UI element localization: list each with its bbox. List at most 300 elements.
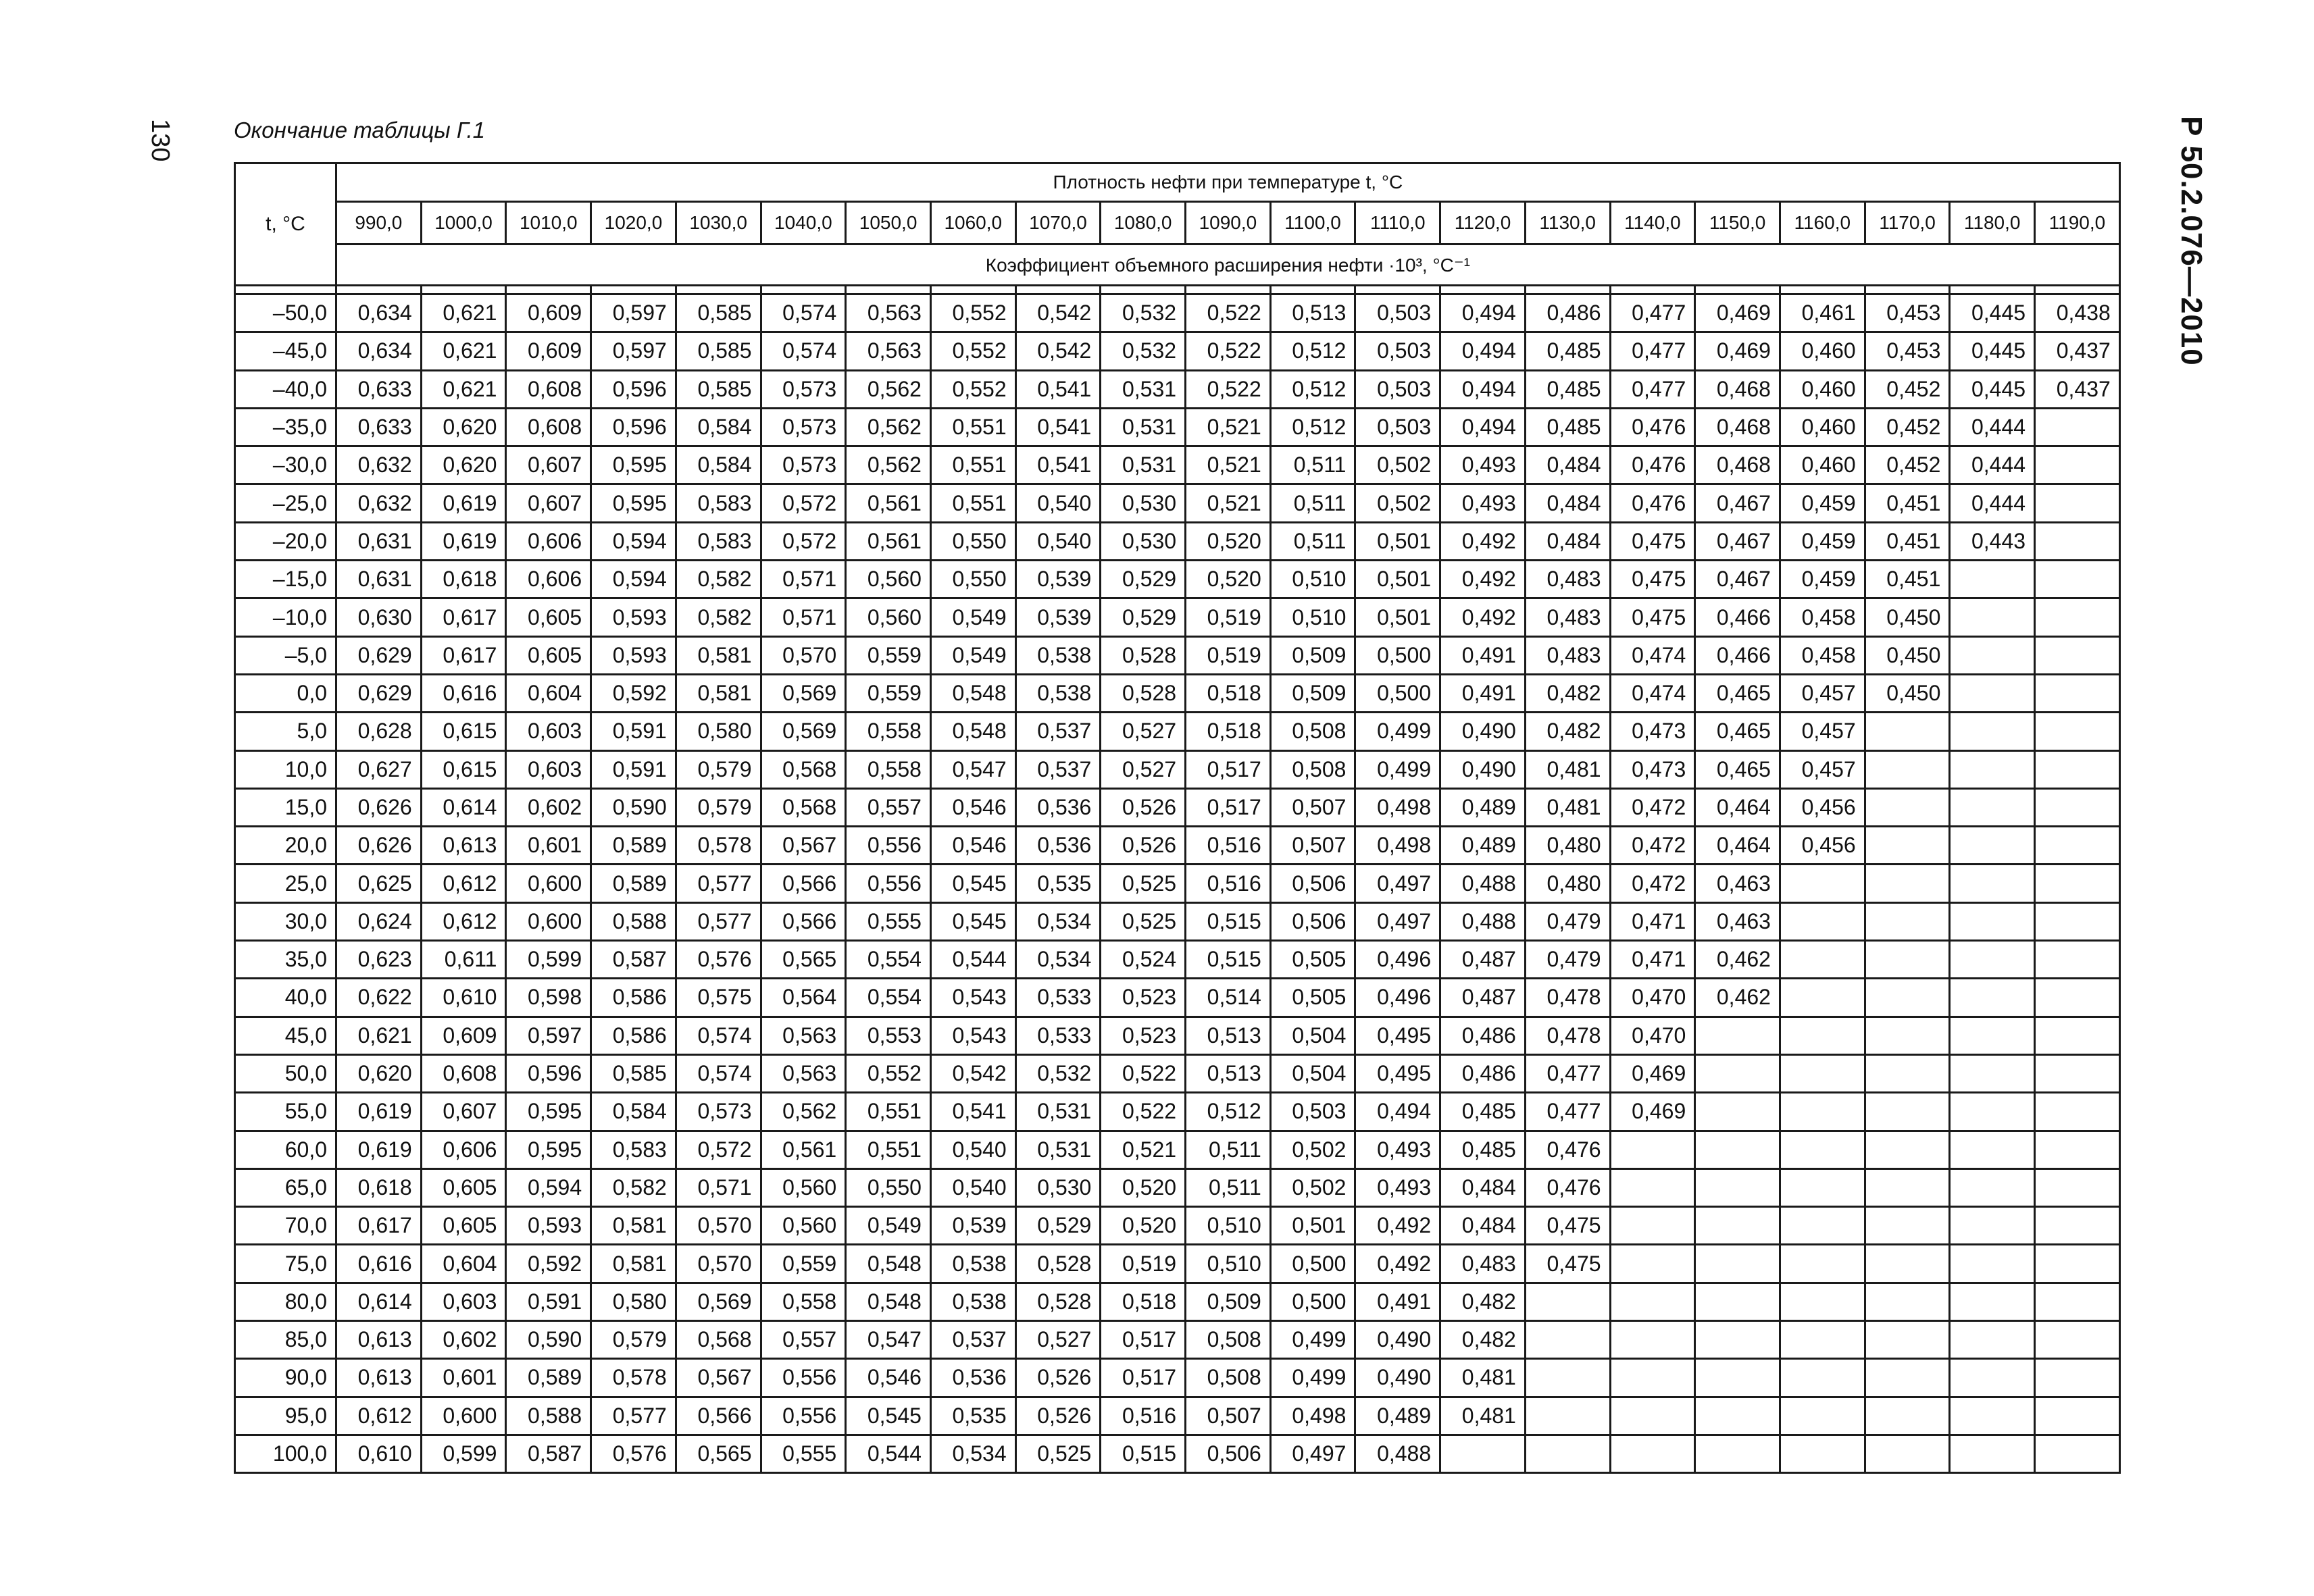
coefficient-cell: 0,517 bbox=[1186, 788, 1271, 826]
coefficient-cell: 0,600 bbox=[506, 902, 591, 940]
table-row bbox=[235, 941, 2120, 979]
table-row bbox=[235, 332, 2120, 370]
coefficient-cell: 0,534 bbox=[1015, 902, 1101, 940]
coefficient-cell: 0,495 bbox=[1355, 1054, 1440, 1092]
coefficient-cell: 0,443 bbox=[1950, 522, 2035, 560]
coefficient-cell: 0,528 bbox=[1101, 636, 1186, 674]
coefficient-cell: 0,593 bbox=[506, 1207, 591, 1245]
coefficient-cell bbox=[2035, 1435, 2120, 1472]
coefficient-cell: 0,520 bbox=[1186, 561, 1271, 598]
coefficient-cell bbox=[2035, 941, 2120, 979]
coefficient-cell: 0,627 bbox=[336, 750, 422, 788]
temperature-cell: 90,0 bbox=[235, 1359, 336, 1397]
coefficient-cell: 0,476 bbox=[1610, 408, 1695, 446]
coefficient-cell: 0,512 bbox=[1270, 332, 1355, 370]
coefficient-cell: 0,517 bbox=[1101, 1359, 1186, 1397]
coefficient-cell: 0,552 bbox=[846, 1054, 931, 1092]
coefficient-cell: 0,461 bbox=[1780, 294, 1865, 332]
coefficient-cell: 0,619 bbox=[421, 522, 506, 560]
coefficient-cell: 0,438 bbox=[2035, 294, 2120, 332]
coefficient-cell: 0,506 bbox=[1270, 902, 1355, 940]
coefficient-cell: 0,573 bbox=[761, 446, 846, 484]
coefficient-cell: 0,550 bbox=[930, 522, 1015, 560]
coefficient-cell: 0,491 bbox=[1355, 1283, 1440, 1320]
coefficient-cell: 0,530 bbox=[1101, 522, 1186, 560]
coefficient-cell: 0,574 bbox=[676, 1054, 761, 1092]
coefficient-cell: 0,465 bbox=[1695, 750, 1780, 788]
coefficient-cell: 0,523 bbox=[1101, 1016, 1186, 1054]
coefficient-cell: 0,606 bbox=[506, 522, 591, 560]
coefficient-cell: 0,595 bbox=[591, 446, 676, 484]
coefficient-cell: 0,509 bbox=[1186, 1283, 1271, 1320]
gap-cell bbox=[1101, 286, 1186, 294]
coefficient-cell: 0,512 bbox=[1270, 370, 1355, 408]
coefficient-cell: 0,594 bbox=[506, 1168, 591, 1206]
temperature-cell: 50,0 bbox=[235, 1054, 336, 1092]
temperature-cell: 65,0 bbox=[235, 1168, 336, 1206]
coefficient-cell: 0,504 bbox=[1270, 1054, 1355, 1092]
coefficient-cell: 0,437 bbox=[2035, 370, 2120, 408]
coefficient-cell: 0,565 bbox=[676, 1435, 761, 1472]
coefficient-cell: 0,601 bbox=[506, 827, 591, 865]
coefficient-cell: 0,497 bbox=[1355, 865, 1440, 902]
coefficient-cell: 0,573 bbox=[676, 1093, 761, 1131]
coefficient-cell: 0,599 bbox=[421, 1435, 506, 1472]
coefficient-cell bbox=[1950, 1397, 2035, 1435]
coefficient-cell bbox=[2035, 598, 2120, 636]
coefficient-cell: 0,505 bbox=[1270, 979, 1355, 1016]
coefficient-cell: 0,459 bbox=[1780, 561, 1865, 598]
coefficient-cell: 0,522 bbox=[1186, 370, 1271, 408]
table-row bbox=[235, 674, 2120, 712]
coefficient-cell: 0,526 bbox=[1101, 788, 1186, 826]
coefficient-cell: 0,534 bbox=[1015, 941, 1101, 979]
coefficient-cell: 0,624 bbox=[336, 902, 422, 940]
coefficient-cell: 0,568 bbox=[761, 750, 846, 788]
temperature-cell: 70,0 bbox=[235, 1207, 336, 1245]
coefficient-cell: 0,509 bbox=[1270, 674, 1355, 712]
coefficient-cell: 0,563 bbox=[761, 1016, 846, 1054]
coefficient-cell: 0,540 bbox=[930, 1168, 1015, 1206]
coefficient-cell: 0,496 bbox=[1355, 979, 1440, 1016]
coefficient-cell: 0,620 bbox=[421, 408, 506, 446]
gap-cell bbox=[1355, 286, 1440, 294]
coefficient-cell: 0,481 bbox=[1440, 1359, 1526, 1397]
coefficient-cell: 0,464 bbox=[1695, 827, 1780, 865]
coefficient-cell: 0,437 bbox=[2035, 332, 2120, 370]
coefficient-cell: 0,603 bbox=[506, 713, 591, 750]
coefficient-cell bbox=[1780, 1283, 1865, 1320]
coefficient-cell: 0,485 bbox=[1525, 408, 1610, 446]
coefficient-cell: 0,500 bbox=[1270, 1245, 1355, 1283]
coefficient-cell: 0,445 bbox=[1950, 370, 2035, 408]
gap-cell bbox=[1950, 286, 2035, 294]
coefficient-cell bbox=[1780, 941, 1865, 979]
density-column-header: 1140,0 bbox=[1610, 202, 1695, 244]
coefficient-cell: 0,626 bbox=[336, 827, 422, 865]
gap-cell bbox=[2035, 286, 2120, 294]
coefficient-cell bbox=[1865, 979, 1950, 1016]
density-column-header: 1050,0 bbox=[846, 202, 931, 244]
coefficient-cell: 0,602 bbox=[506, 788, 591, 826]
coefficient-cell: 0,468 bbox=[1695, 408, 1780, 446]
coefficient-cell bbox=[1950, 713, 2035, 750]
coefficient-cell: 0,558 bbox=[846, 750, 931, 788]
coefficient-cell: 0,626 bbox=[336, 788, 422, 826]
gap-cell bbox=[1270, 286, 1355, 294]
coefficient-cell bbox=[1865, 788, 1950, 826]
coefficient-cell: 0,519 bbox=[1186, 598, 1271, 636]
coefficient-cell: 0,605 bbox=[506, 598, 591, 636]
coefficient-cell: 0,483 bbox=[1525, 636, 1610, 674]
coefficient-cell bbox=[1865, 750, 1950, 788]
coefficient-cell: 0,548 bbox=[846, 1283, 931, 1320]
coefficient-cell bbox=[2035, 408, 2120, 446]
coefficient-cell bbox=[1865, 941, 1950, 979]
coefficient-cell: 0,463 bbox=[1695, 902, 1780, 940]
coefficient-cell: 0,502 bbox=[1270, 1131, 1355, 1168]
coefficient-cell bbox=[1695, 1054, 1780, 1092]
coefficient-cell: 0,592 bbox=[506, 1245, 591, 1283]
temperature-cell: –5,0 bbox=[235, 636, 336, 674]
coefficient-cell: 0,475 bbox=[1525, 1245, 1610, 1283]
coefficient-cell: 0,477 bbox=[1610, 332, 1695, 370]
table-row bbox=[235, 1016, 2120, 1054]
coefficient-cell: 0,513 bbox=[1270, 294, 1355, 332]
coefficient-cell: 0,522 bbox=[1101, 1054, 1186, 1092]
coefficient-cell: 0,500 bbox=[1355, 636, 1440, 674]
coefficient-cell: 0,531 bbox=[1015, 1093, 1101, 1131]
coefficient-cell: 0,554 bbox=[846, 979, 931, 1016]
table-row bbox=[235, 294, 2120, 332]
coefficient-cell: 0,588 bbox=[506, 1397, 591, 1435]
temperature-cell: 35,0 bbox=[235, 941, 336, 979]
page-number: 130 bbox=[146, 119, 174, 162]
table-row bbox=[235, 1435, 2120, 1472]
coefficient-cell bbox=[1950, 1359, 2035, 1397]
coefficient-cell bbox=[1695, 1397, 1780, 1435]
coefficient-cell: 0,604 bbox=[421, 1245, 506, 1283]
coefficient-cell: 0,499 bbox=[1355, 750, 1440, 788]
coefficient-cell: 0,600 bbox=[506, 865, 591, 902]
coefficient-cell: 0,474 bbox=[1610, 636, 1695, 674]
gap-cell bbox=[930, 286, 1015, 294]
coefficient-cell bbox=[2035, 1131, 2120, 1168]
coefficient-cell: 0,595 bbox=[506, 1093, 591, 1131]
coefficient-cell bbox=[1610, 1435, 1695, 1472]
coefficient-cell bbox=[1865, 1245, 1950, 1283]
table-row bbox=[235, 1207, 2120, 1245]
coefficient-cell: 0,623 bbox=[336, 941, 422, 979]
coefficient-cell: 0,571 bbox=[761, 561, 846, 598]
coefficient-cell bbox=[1525, 1283, 1610, 1320]
coefficient-cell: 0,556 bbox=[761, 1397, 846, 1435]
coefficient-cell: 0,535 bbox=[1015, 865, 1101, 902]
coefficient-cell bbox=[1950, 1131, 2035, 1168]
coefficient-cell: 0,585 bbox=[676, 370, 761, 408]
coefficient-cell: 0,582 bbox=[591, 1168, 676, 1206]
coefficient-cell: 0,538 bbox=[1015, 674, 1101, 712]
coefficient-cell: 0,534 bbox=[930, 1435, 1015, 1472]
coefficient-cell: 0,483 bbox=[1525, 598, 1610, 636]
coefficient-cell bbox=[2035, 902, 2120, 940]
temperature-cell: 60,0 bbox=[235, 1131, 336, 1168]
coefficient-cell: 0,526 bbox=[1015, 1397, 1101, 1435]
coefficient-cell: 0,463 bbox=[1695, 865, 1780, 902]
coefficient-cell bbox=[1610, 1245, 1695, 1283]
coefficient-cell: 0,556 bbox=[846, 827, 931, 865]
coefficient-cell: 0,558 bbox=[846, 713, 931, 750]
coefficient-cell: 0,562 bbox=[846, 446, 931, 484]
coefficient-cell: 0,452 bbox=[1865, 370, 1950, 408]
coefficient-cell: 0,567 bbox=[761, 827, 846, 865]
coefficient-cell: 0,560 bbox=[846, 561, 931, 598]
coefficient-cell: 0,540 bbox=[930, 1131, 1015, 1168]
coefficient-cell: 0,450 bbox=[1865, 636, 1950, 674]
coefficient-cell: 0,619 bbox=[336, 1093, 422, 1131]
coefficient-cell bbox=[2035, 1321, 2120, 1359]
coefficient-cell: 0,484 bbox=[1525, 446, 1610, 484]
coefficient-cell: 0,486 bbox=[1525, 294, 1610, 332]
coefficient-cell bbox=[1950, 636, 2035, 674]
coefficient-cell: 0,551 bbox=[930, 408, 1015, 446]
coefficient-cell: 0,510 bbox=[1186, 1245, 1271, 1283]
coefficient-cell: 0,493 bbox=[1355, 1131, 1440, 1168]
coefficient-cell bbox=[1695, 1283, 1780, 1320]
coefficient-cell: 0,631 bbox=[336, 561, 422, 598]
coefficient-cell: 0,462 bbox=[1695, 941, 1780, 979]
coefficient-cell: 0,573 bbox=[761, 408, 846, 446]
coefficient-cell: 0,589 bbox=[591, 827, 676, 865]
coefficient-cell: 0,607 bbox=[421, 1093, 506, 1131]
density-column-header: 990,0 bbox=[336, 202, 422, 244]
coefficient-cell: 0,522 bbox=[1101, 1093, 1186, 1131]
coefficient-cell bbox=[1780, 902, 1865, 940]
coefficient-cell: 0,528 bbox=[1101, 674, 1186, 712]
coefficient-cell: 0,512 bbox=[1186, 1093, 1271, 1131]
coefficient-cell: 0,570 bbox=[761, 636, 846, 674]
coefficient-cell: 0,579 bbox=[676, 750, 761, 788]
coefficient-cell: 0,490 bbox=[1355, 1359, 1440, 1397]
coefficient-cell: 0,537 bbox=[1015, 750, 1101, 788]
coefficient-cell: 0,628 bbox=[336, 713, 422, 750]
coefficient-cell: 0,492 bbox=[1355, 1207, 1440, 1245]
coefficient-cell bbox=[1950, 1321, 2035, 1359]
density-column-header: 1150,0 bbox=[1695, 202, 1780, 244]
coefficient-cell bbox=[1865, 1131, 1950, 1168]
coefficient-cell: 0,498 bbox=[1355, 788, 1440, 826]
coefficient-cell: 0,472 bbox=[1610, 788, 1695, 826]
coefficient-cell: 0,478 bbox=[1525, 1016, 1610, 1054]
coefficient-cell: 0,606 bbox=[421, 1131, 506, 1168]
temperature-cell: 75,0 bbox=[235, 1245, 336, 1283]
coefficient-cell: 0,491 bbox=[1440, 636, 1526, 674]
temperature-cell: –10,0 bbox=[235, 598, 336, 636]
coefficient-cell bbox=[2035, 827, 2120, 865]
coefficient-cell: 0,501 bbox=[1270, 1207, 1355, 1245]
coefficient-cell: 0,590 bbox=[591, 788, 676, 826]
coefficient-cell: 0,495 bbox=[1355, 1016, 1440, 1054]
coefficient-cell bbox=[1780, 979, 1865, 1016]
coefficient-cell: 0,529 bbox=[1101, 598, 1186, 636]
temperature-cell: 0,0 bbox=[235, 674, 336, 712]
coefficient-cell: 0,548 bbox=[930, 713, 1015, 750]
coefficient-cell: 0,559 bbox=[761, 1245, 846, 1283]
coefficient-cell: 0,572 bbox=[761, 484, 846, 522]
coefficient-cell bbox=[1865, 1435, 1950, 1472]
coefficient-cell bbox=[2035, 1016, 2120, 1054]
coefficient-cell: 0,587 bbox=[591, 941, 676, 979]
coefficient-cell: 0,594 bbox=[591, 522, 676, 560]
coefficient-cell: 0,580 bbox=[676, 713, 761, 750]
coefficient-cell: 0,507 bbox=[1270, 827, 1355, 865]
standard-code: Р 50.2.076—2010 bbox=[2175, 116, 2208, 366]
coefficient-cell: 0,531 bbox=[1101, 370, 1186, 408]
coefficient-cell bbox=[2035, 750, 2120, 788]
gap-cell bbox=[235, 286, 336, 294]
coefficient-cell: 0,549 bbox=[930, 636, 1015, 674]
coefficient-cell: 0,581 bbox=[676, 636, 761, 674]
table-row bbox=[235, 522, 2120, 560]
coefficient-cell: 0,541 bbox=[1015, 446, 1101, 484]
coefficient-cell bbox=[1695, 1093, 1780, 1131]
coefficient-cell: 0,557 bbox=[846, 788, 931, 826]
coefficient-cell: 0,586 bbox=[591, 1016, 676, 1054]
coefficient-cell: 0,444 bbox=[1950, 446, 2035, 484]
coefficient-cell: 0,484 bbox=[1525, 484, 1610, 522]
density-column-header: 1010,0 bbox=[506, 202, 591, 244]
coefficient-cell: 0,551 bbox=[846, 1093, 931, 1131]
coefficient-cell bbox=[2035, 979, 2120, 1016]
coefficient-cell: 0,476 bbox=[1525, 1168, 1610, 1206]
coefficient-cell bbox=[1865, 902, 1950, 940]
table-row bbox=[235, 446, 2120, 484]
coefficient-cell bbox=[2035, 1245, 2120, 1283]
coefficient-cell: 0,503 bbox=[1270, 1093, 1355, 1131]
coefficient-cell bbox=[2035, 674, 2120, 712]
coefficient-cell bbox=[1695, 1131, 1780, 1168]
coefficient-cell bbox=[1950, 979, 2035, 1016]
gap-cell bbox=[1610, 286, 1695, 294]
coefficient-cell: 0,565 bbox=[761, 941, 846, 979]
coefficient-cell: 0,541 bbox=[1015, 408, 1101, 446]
coefficient-cell: 0,464 bbox=[1695, 788, 1780, 826]
temperature-cell: –35,0 bbox=[235, 408, 336, 446]
coefficient-cell: 0,543 bbox=[930, 979, 1015, 1016]
coefficient-cell: 0,618 bbox=[336, 1168, 422, 1206]
coefficient-cell bbox=[1950, 865, 2035, 902]
coefficient-cell bbox=[1780, 865, 1865, 902]
coefficient-cell bbox=[1865, 1093, 1950, 1131]
coefficient-cell: 0,569 bbox=[761, 713, 846, 750]
coefficient-cell: 0,536 bbox=[1015, 827, 1101, 865]
coefficient-cell: 0,532 bbox=[1015, 1054, 1101, 1092]
gap-cell bbox=[1780, 286, 1865, 294]
coefficient-cell: 0,483 bbox=[1525, 561, 1610, 598]
coefficient-cell: 0,567 bbox=[676, 1359, 761, 1397]
coefficient-cell: 0,609 bbox=[421, 1016, 506, 1054]
coefficient-cell: 0,606 bbox=[506, 561, 591, 598]
coefficient-cell: 0,569 bbox=[761, 674, 846, 712]
coefficient-cell: 0,574 bbox=[676, 1016, 761, 1054]
coefficient-cell: 0,492 bbox=[1440, 522, 1526, 560]
coefficient-cell bbox=[1780, 1321, 1865, 1359]
coefficient-cell: 0,477 bbox=[1610, 370, 1695, 408]
table-row bbox=[235, 1093, 2120, 1131]
temperature-cell: 40,0 bbox=[235, 979, 336, 1016]
coefficient-cell: 0,490 bbox=[1440, 750, 1526, 788]
coefficient-cell bbox=[1780, 1397, 1865, 1435]
table-row bbox=[235, 1283, 2120, 1320]
coefficient-cell: 0,466 bbox=[1695, 598, 1780, 636]
temperature-cell: –50,0 bbox=[235, 294, 336, 332]
coefficient-cell: 0,632 bbox=[336, 446, 422, 484]
coefficient-cell: 0,617 bbox=[421, 636, 506, 674]
coefficient-cell: 0,591 bbox=[591, 750, 676, 788]
coefficient-cell: 0,492 bbox=[1440, 598, 1526, 636]
coefficient-cell: 0,490 bbox=[1440, 713, 1526, 750]
coefficient-cell: 0,562 bbox=[846, 408, 931, 446]
coefficient-cell: 0,573 bbox=[761, 370, 846, 408]
coefficient-cell: 0,488 bbox=[1440, 902, 1526, 940]
coefficient-cell: 0,591 bbox=[591, 713, 676, 750]
coefficient-cell: 0,508 bbox=[1270, 750, 1355, 788]
coefficient-cell: 0,450 bbox=[1865, 674, 1950, 712]
coefficient-cell bbox=[1865, 1283, 1950, 1320]
coefficient-cell bbox=[2035, 636, 2120, 674]
coefficient-cell: 0,577 bbox=[591, 1397, 676, 1435]
coefficient-cell: 0,566 bbox=[761, 865, 846, 902]
table-row bbox=[235, 1321, 2120, 1359]
coefficient-cell: 0,487 bbox=[1440, 979, 1526, 1016]
coefficient-cell: 0,547 bbox=[846, 1321, 931, 1359]
coefficient-cell: 0,515 bbox=[1101, 1435, 1186, 1472]
coefficient-cell: 0,575 bbox=[676, 979, 761, 1016]
gap-cell bbox=[1015, 286, 1101, 294]
coefficient-cell: 0,484 bbox=[1440, 1168, 1526, 1206]
coefficient-cell: 0,561 bbox=[761, 1131, 846, 1168]
coefficient-cell: 0,570 bbox=[676, 1245, 761, 1283]
coefficient-cell: 0,445 bbox=[1950, 294, 2035, 332]
coefficient-cell: 0,633 bbox=[336, 370, 422, 408]
table-caption: Окончание таблицы Г.1 bbox=[234, 118, 485, 143]
coefficient-cell: 0,579 bbox=[591, 1321, 676, 1359]
coefficient-cell: 0,498 bbox=[1355, 827, 1440, 865]
coefficient-cell: 0,563 bbox=[846, 332, 931, 370]
coefficient-cell: 0,480 bbox=[1525, 865, 1610, 902]
coefficient-cell: 0,535 bbox=[930, 1397, 1015, 1435]
coefficient-cell: 0,520 bbox=[1101, 1207, 1186, 1245]
coefficient-cell: 0,581 bbox=[591, 1207, 676, 1245]
coefficient-cell: 0,456 bbox=[1780, 788, 1865, 826]
coefficient-cell: 0,502 bbox=[1355, 484, 1440, 522]
coefficient-cell: 0,582 bbox=[676, 561, 761, 598]
coefficient-cell: 0,551 bbox=[846, 1131, 931, 1168]
coefficient-cell: 0,457 bbox=[1780, 750, 1865, 788]
coefficient-cell: 0,584 bbox=[676, 408, 761, 446]
coefficient-cell: 0,561 bbox=[846, 484, 931, 522]
coefficient-cell: 0,489 bbox=[1440, 827, 1526, 865]
temperature-cell: 85,0 bbox=[235, 1321, 336, 1359]
coefficient-cell bbox=[1695, 1168, 1780, 1206]
coefficient-cell: 0,459 bbox=[1780, 522, 1865, 560]
coefficient-cell: 0,450 bbox=[1865, 598, 1950, 636]
coefficient-cell: 0,556 bbox=[761, 1359, 846, 1397]
coefficient-cell: 0,619 bbox=[336, 1131, 422, 1168]
coefficient-cell: 0,469 bbox=[1610, 1054, 1695, 1092]
coefficient-cell: 0,468 bbox=[1695, 446, 1780, 484]
coefficient-cell: 0,548 bbox=[846, 1245, 931, 1283]
